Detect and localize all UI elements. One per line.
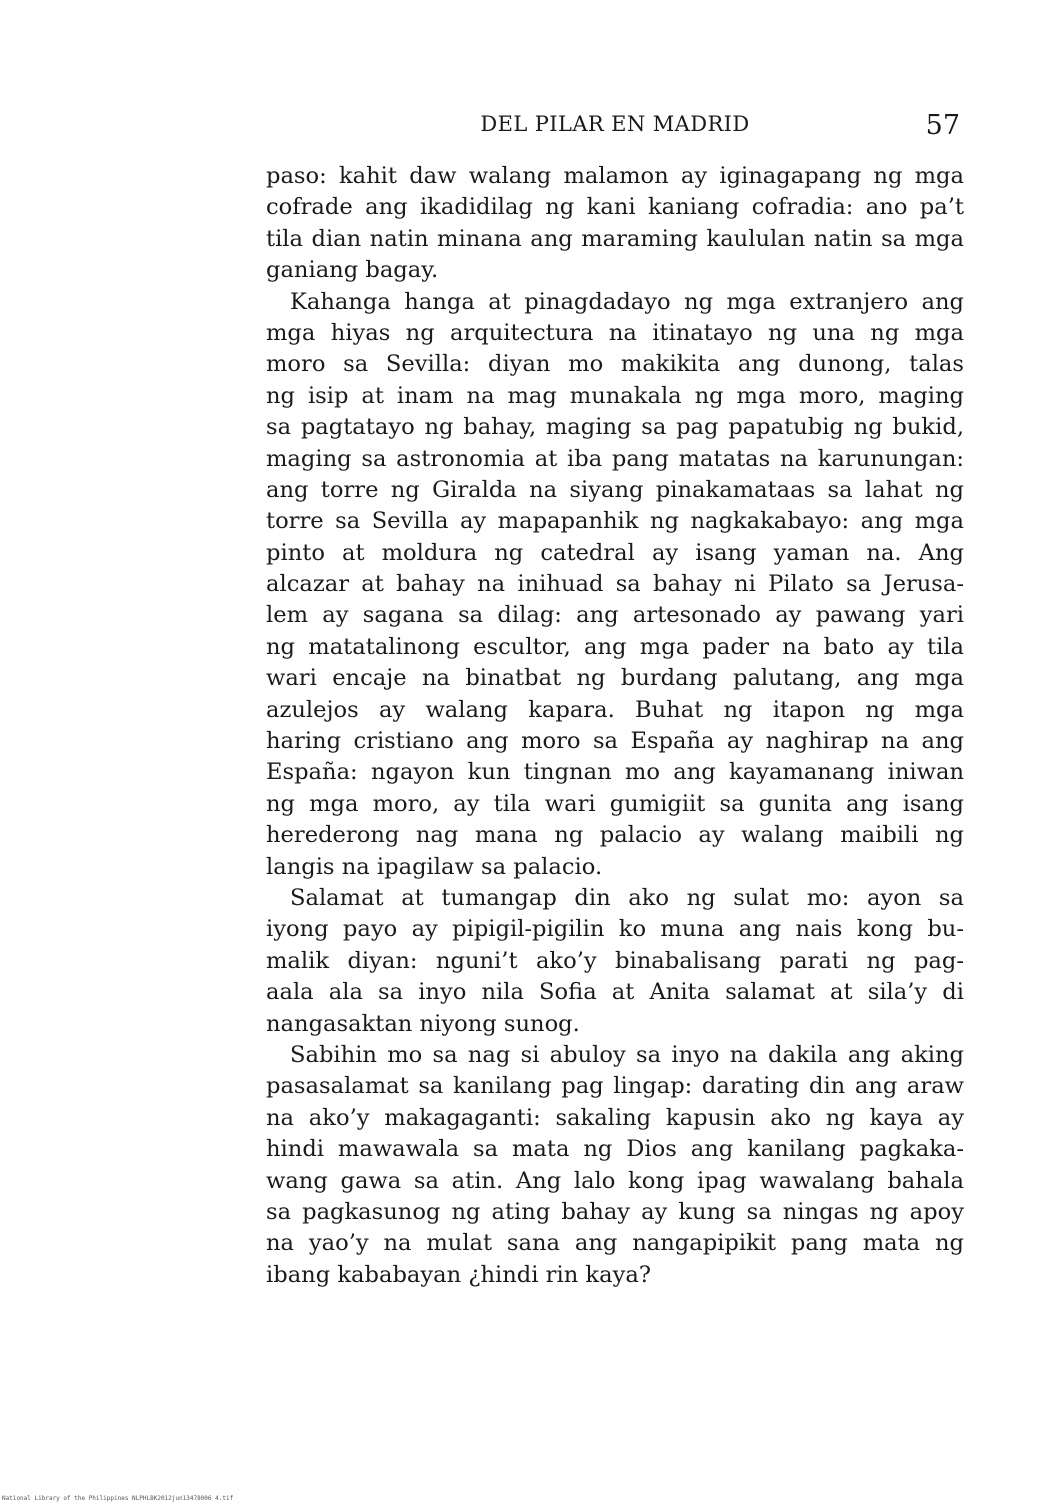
text-line: maging sa astronomia at iba pang matatas na karunungan: <box>266 445 964 472</box>
text-line: España: ngayon kun tingnan mo ang kayamanang iniwan <box>266 759 964 786</box>
running-title: DEL PILAR EN MADRID <box>480 112 750 136</box>
text-line: langis na ipagilaw sa palacio. <box>266 853 603 880</box>
text-line: mga hiyas ng arquitectura na itinatayo ng una ng mga <box>266 319 964 346</box>
text-line: ng mga moro, ay tila wari gumigiit sa gunita ang isang <box>266 790 964 817</box>
text-line: nangasaktan niyong sunog. <box>266 1010 580 1037</box>
text-line: wari encaje na binatbat ng burdang palutang, ang mga <box>266 665 964 692</box>
scan-footer-note: National Library of the Philippines NLPHLBK2012jun13478006 4.tif <box>2 1495 234 1502</box>
text-line: Kahanga hanga at pinagdadayo ng mga extranjero ang <box>290 288 964 315</box>
paragraph <box>266 1040 964 1291</box>
text-line: ganiang bagay. <box>266 257 439 284</box>
paragraph <box>266 287 964 883</box>
text-line: Salamat at tumangap din ako ng sulat mo: ayon sa <box>290 884 964 911</box>
text-line: herederong nag mana ng palacio ay walang maibili ng <box>266 822 964 849</box>
text-line: alcazar at bahay na inihuad sa bahay ni Pilato sa Jerusa- <box>266 571 964 598</box>
text-line: malik diyan: nguni’t ako’y binabalisang parati ng pag- <box>266 947 964 974</box>
text-line: Sabihin mo sa nag si abuloy sa inyo na dakila ang aking <box>290 1041 964 1068</box>
text-line: pasasalamat sa kanilang pag lingap: darating din ang araw <box>266 1073 964 1100</box>
running-head <box>268 106 962 146</box>
text-line: wang gawa sa atin. Ang lalo kong ipag wawalang bahala <box>266 1167 964 1194</box>
text-line: hindi mawawala sa mata ng Dios ang kanilang pagkaka- <box>266 1136 964 1163</box>
text-line: ng matatalinong escultor, ang mga pader na bato ay tila <box>266 633 964 660</box>
text-line: cofrade ang ikadidilag ng kani kaniang cofradia: ano pa’t <box>266 194 964 221</box>
text-line: torre sa Sevilla ay mapapanhik ng nagkakabayo: ang mga <box>266 508 964 535</box>
text-line: paso: kahit daw walang malamon ay iginagapang ng mga <box>266 163 964 189</box>
text-line: iyong payo ay pipigil-pigilin ko muna ang nais kong bu- <box>266 916 964 943</box>
page-number: 57 <box>925 110 960 141</box>
text-line: tila dian natin minana ang maraming kaululan natin sa mga <box>266 225 964 252</box>
text-line: sa pagkasunog ng ating bahay ay kung sa ningas ng apoy <box>266 1198 964 1225</box>
text-line: na yao’y na mulat sana ang nangapipikit pang mata ng <box>266 1230 964 1257</box>
text-line: pinto at moldura ng catedral ay isang yaman na. Ang <box>266 539 964 566</box>
text-line: na ako’y makagaganti: sakaling kapusin ako ng kaya ay <box>266 1104 964 1131</box>
paragraph <box>266 161 964 287</box>
text-line: sa pagtatayo ng bahay, maging sa pag papatubig ng bukid, <box>266 414 964 441</box>
text-line: ibang kababayan ¿hindi rin kaya? <box>266 1261 651 1288</box>
text-line: haring cristiano ang moro sa España ay naghirap na ang <box>266 728 964 755</box>
text-line: aala ala sa inyo nila Sofia at Anita salamat at sila’y di <box>266 979 964 1006</box>
text-line: ang torre ng Giralda na siyang pinakamataas sa lahat ng <box>266 476 964 503</box>
text-line: moro sa Sevilla: diyan mo makikita ang dunong, talas <box>266 351 964 378</box>
text-line: lem ay sagana sa dilag: ang artesonado ay pawang yari <box>266 602 964 629</box>
paragraph <box>266 883 964 1040</box>
text-line: azulejos ay walang kapara. Buhat ng itapon ng mga <box>266 696 964 723</box>
body-text <box>266 161 964 1291</box>
text-line: ng isip at inam na mag munakala ng mga moro, maging <box>266 382 964 409</box>
